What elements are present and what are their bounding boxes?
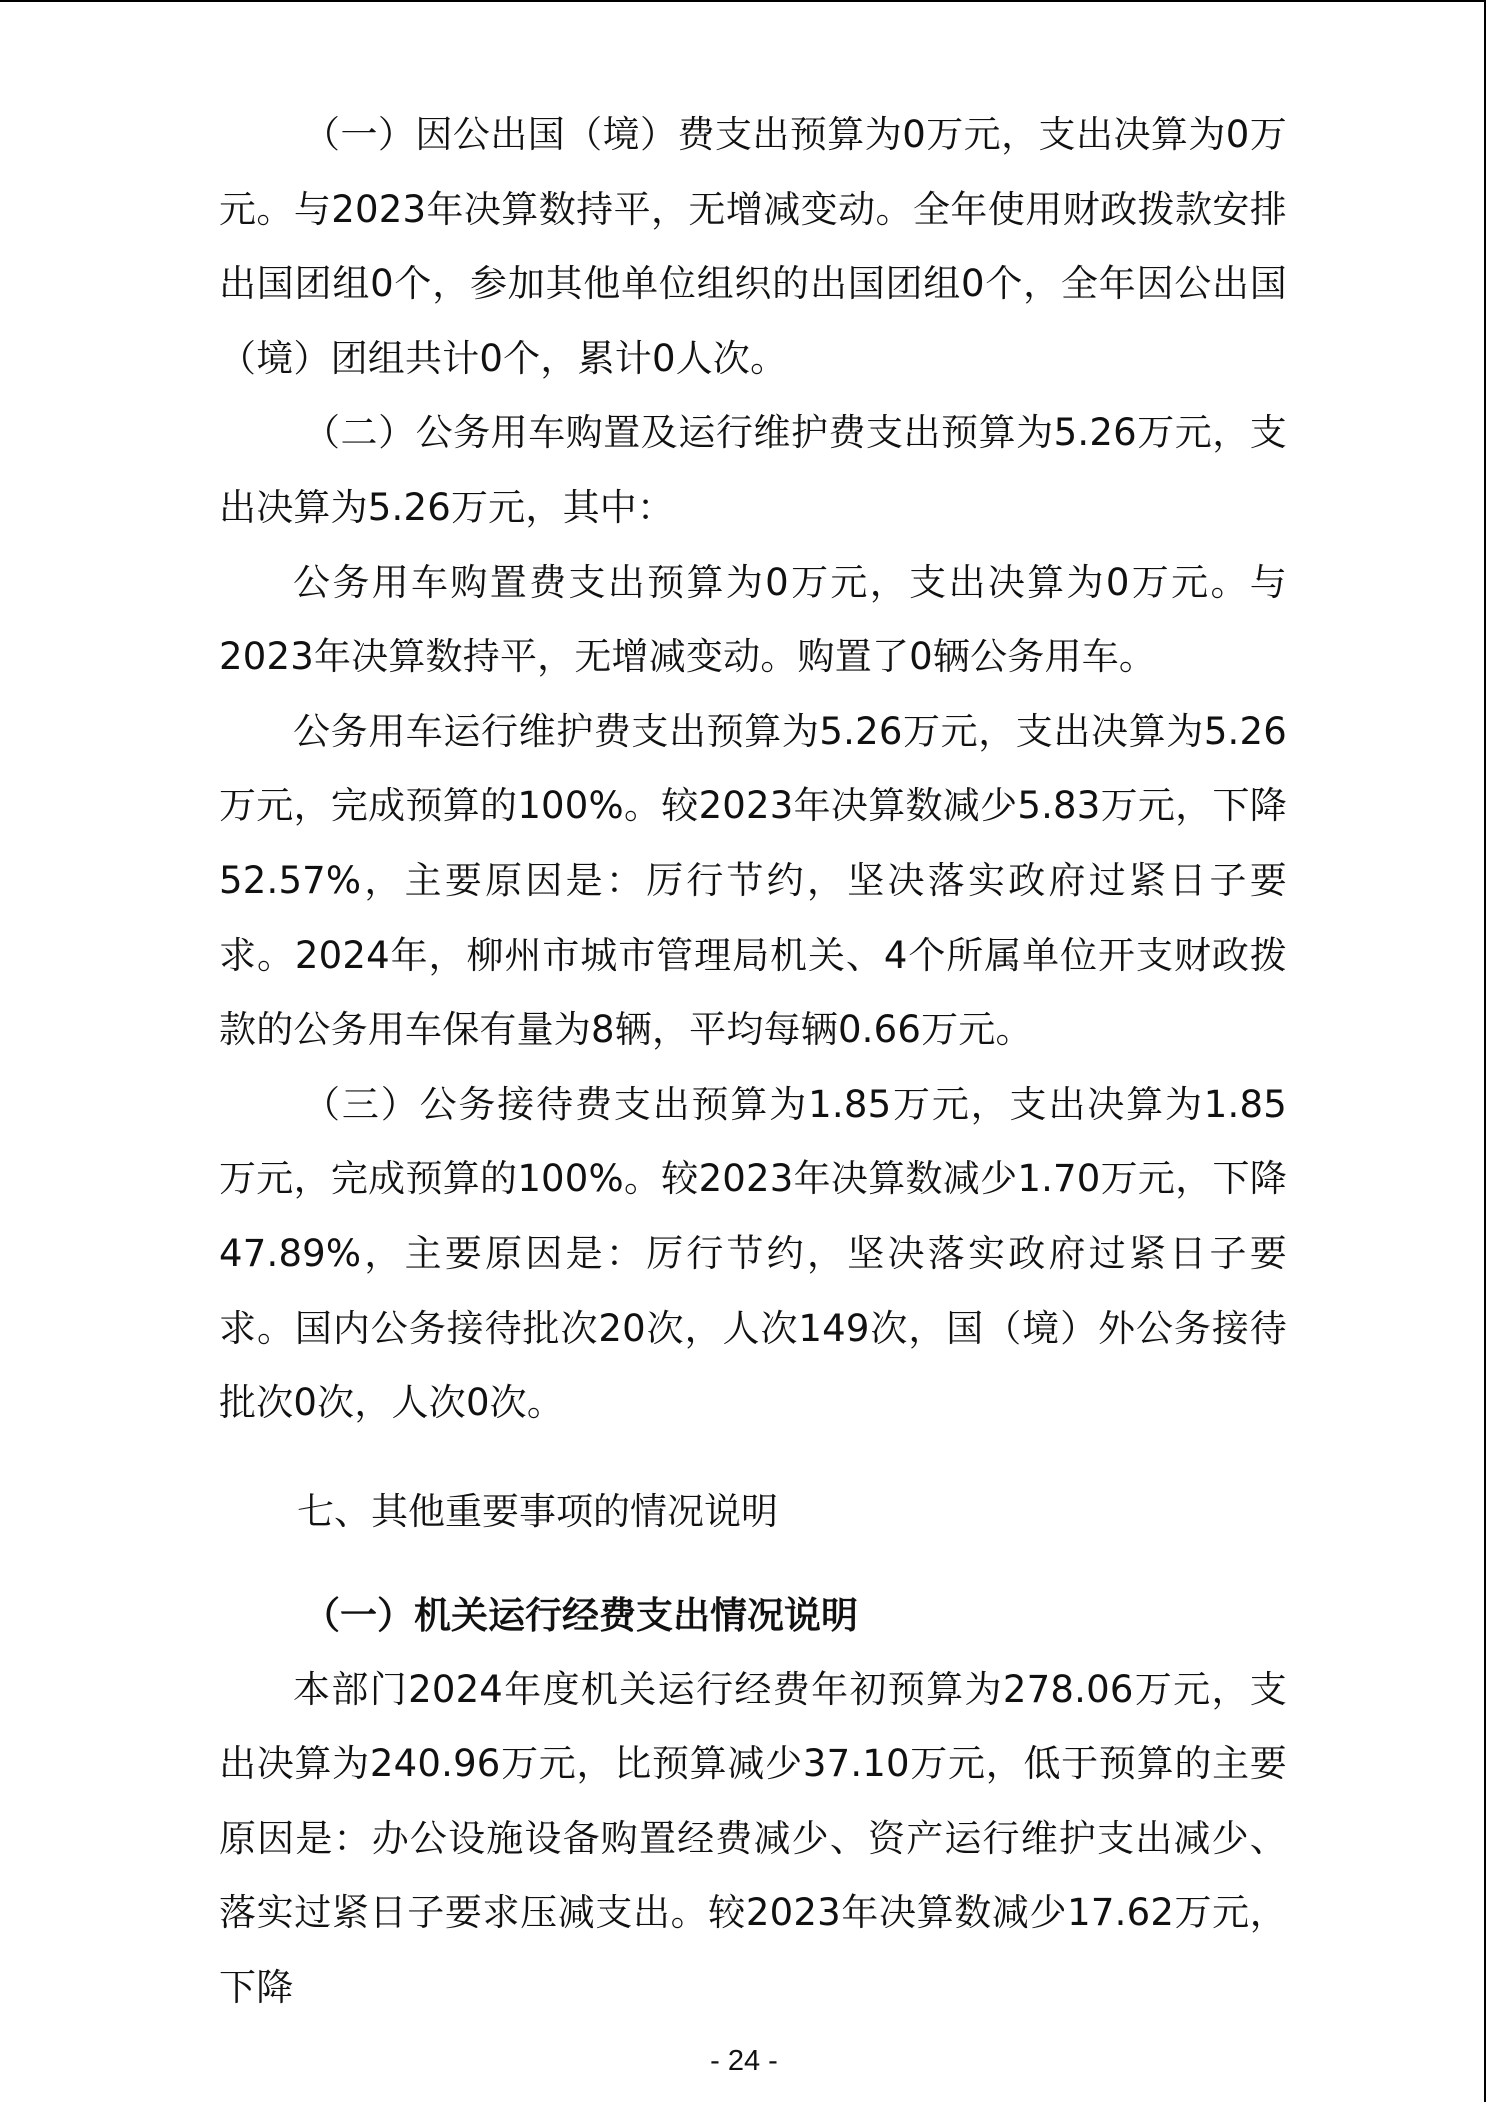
paragraph-vehicle-purchase: 公务用车购置费支出预算为0万元，支出决算为0万元。与2023年决算数持平，无增减变动。购置了0辆公务用车。 <box>219 560 1287 679</box>
paragraph-reception-expense: （三）公务接待费支出预算为1.85万元，支出决算为1.85万元，完成预算的100%。较2023年决算数减少1.70万元，下降47.89%，主要原因是：厉行节约，坚决落实政府过紧日子要求。国内公务接待批次20次，人次149次，国（境）外公务接待批次0次，人次0次。 <box>219 1082 1287 1425</box>
paragraph-operating-expense: 本部门2024年度机关运行经费年初预算为278.06万元，支出决算为240.96万元，比预算减少37.10万元，低于预算的主要原因是：办公设施设备购置经费减少、资产运行维护支出减少、落实过紧日子要求压减支出。较2023年决算数减少17.62万元，下降 <box>219 1667 1287 2010</box>
document-body <box>219 98 1287 2026</box>
paragraph-vehicle-expense: （二）公务用车购置及运行维护费支出预算为5.26万元，支出决算为5.26万元，其中： <box>219 411 1287 529</box>
paragraph-overseas-travel: （一）因公出国（境）费支出预算为0万元，支出决算为0万元。与2023年决算数持平，无增减变动。全年使用财政拨款安排出国团组0个，参加其他单位组织的出国团组0个，全年因公出国（境）团组共计0个，累计0人次。 <box>219 113 1287 380</box>
section-heading: 七、其他重要事项的情况说明 <box>297 1489 778 1533</box>
page-number: - 24 - <box>710 2045 778 2077</box>
paragraph-vehicle-maintenance: 公务用车运行维护费支出预算为5.26万元，支出决算为5.26万元，完成预算的100%。较2023年决算数减少5.83万元，下降52.57%，主要原因是：厉行节约，坚决落实政府过紧日子要求。2024年，柳州市城市管理局机关、4个所属单位开支财政拨款的公务用车保有量为8辆，平均每辆0.66万元。 <box>219 709 1287 1052</box>
subsection-heading: （一）机关运行经费支出情况说明 <box>303 1593 858 1637</box>
